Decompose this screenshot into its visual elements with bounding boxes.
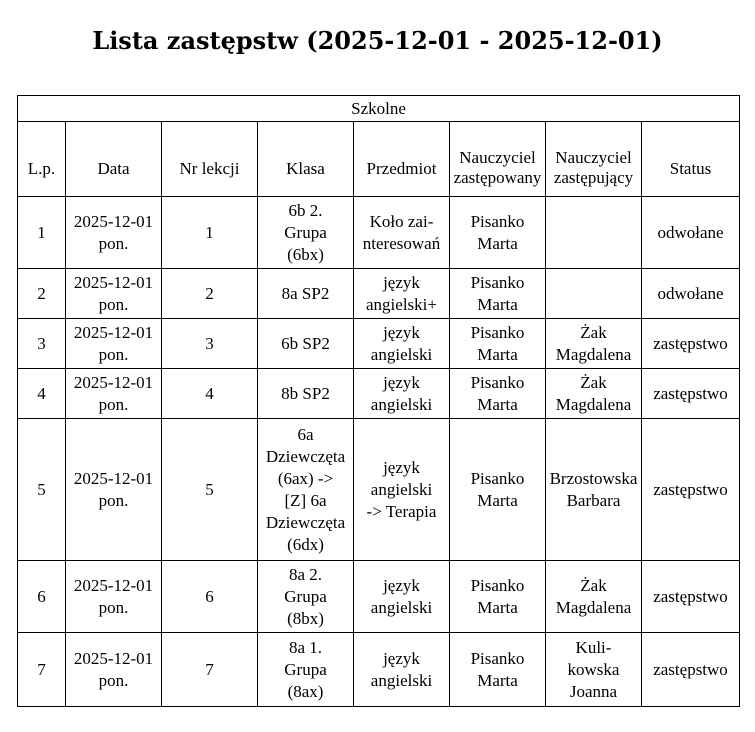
cell-przedmiot: język angielski [354, 633, 450, 707]
table-row [18, 561, 740, 633]
cell-status: odwołane [642, 269, 740, 319]
cell-nr-lekcji: 7 [162, 633, 258, 707]
cell-nauczyciel-zastepowany: Pisanko Marta [450, 197, 546, 269]
header-data: Data [66, 122, 162, 197]
group-header: Szkolne [18, 96, 740, 122]
cell-nr-lekcji: 6 [162, 561, 258, 633]
cell-przedmiot: język angielski [354, 369, 450, 419]
table-row [18, 369, 740, 419]
header-klasa: Klasa [258, 122, 354, 197]
cell-lp: 7 [18, 633, 66, 707]
header-nr-lekcji: Nr lekcji [162, 122, 258, 197]
cell-nr-lekcji: 1 [162, 197, 258, 269]
cell-lp: 6 [18, 561, 66, 633]
cell-lp: 1 [18, 197, 66, 269]
cell-lp: 5 [18, 419, 66, 561]
cell-nauczyciel-zastepujacy: Brzostowska Barbara [546, 419, 642, 561]
cell-klasa: 6b SP2 [258, 319, 354, 369]
header-lp: L.p. [18, 122, 66, 197]
cell-klasa: 8b SP2 [258, 369, 354, 419]
substitutions-table [17, 95, 740, 707]
cell-nauczyciel-zastepowany: Pisanko Marta [450, 269, 546, 319]
header-przedmiot: Przedmiot [354, 122, 450, 197]
cell-przedmiot: język angielski [354, 561, 450, 633]
cell-status: zastępstwo [642, 633, 740, 707]
cell-data: 2025-12-01 pon. [66, 633, 162, 707]
cell-data: 2025-12-01 pon. [66, 419, 162, 561]
cell-przedmiot: język angielski -> Terapia [354, 419, 450, 561]
table-row [18, 197, 740, 269]
cell-nauczyciel-zastepujacy [546, 269, 642, 319]
cell-status: zastępstwo [642, 369, 740, 419]
cell-nr-lekcji: 3 [162, 319, 258, 369]
table-row [18, 419, 740, 561]
header-nauczyciel-zastepowany: Nauczyciel zastępowany [450, 122, 546, 197]
table-row [18, 633, 740, 707]
column-headers [18, 122, 740, 197]
cell-nauczyciel-zastepowany: Pisanko Marta [450, 369, 546, 419]
cell-przedmiot: język angielski+ [354, 269, 450, 319]
cell-nr-lekcji: 4 [162, 369, 258, 419]
cell-nauczyciel-zastepowany: Pisanko Marta [450, 419, 546, 561]
cell-data: 2025-12-01 pon. [66, 369, 162, 419]
table-row [18, 319, 740, 369]
cell-nauczyciel-zastepowany: Pisanko Marta [450, 319, 546, 369]
header-status: Status [642, 122, 740, 197]
cell-nauczyciel-zastepujacy: Żak Magdalena [546, 369, 642, 419]
cell-klasa: 6a Dziewczęta (6ax) -> [Z] 6a Dziewczęta (6dx) [258, 419, 354, 561]
cell-status: zastępstwo [642, 419, 740, 561]
cell-data: 2025-12-01 pon. [66, 269, 162, 319]
cell-klasa: 8a 2. Grupa (8bx) [258, 561, 354, 633]
cell-nr-lekcji: 2 [162, 269, 258, 319]
cell-status: zastępstwo [642, 561, 740, 633]
cell-status: odwołane [642, 197, 740, 269]
cell-przedmiot: Koło zai- nteresowań [354, 197, 450, 269]
cell-klasa: 6b 2. Grupa (6bx) [258, 197, 354, 269]
cell-nauczyciel-zastepujacy: Żak Magdalena [546, 319, 642, 369]
page-title: Lista zastępstw (2025-12-01 - 2025-12-01) [92, 26, 663, 55]
cell-nauczyciel-zastepujacy [546, 197, 642, 269]
cell-status: zastępstwo [642, 319, 740, 369]
cell-lp: 4 [18, 369, 66, 419]
table-row [18, 269, 740, 319]
cell-nr-lekcji: 5 [162, 419, 258, 561]
cell-data: 2025-12-01 pon. [66, 561, 162, 633]
cell-nauczyciel-zastepujacy: Żak Magdalena [546, 561, 642, 633]
cell-data: 2025-12-01 pon. [66, 197, 162, 269]
cell-lp: 3 [18, 319, 66, 369]
header-nauczyciel-zastepujacy: Nauczyciel zastępujący [546, 122, 642, 197]
cell-nauczyciel-zastepowany: Pisanko Marta [450, 561, 546, 633]
cell-przedmiot: język angielski [354, 319, 450, 369]
cell-data: 2025-12-01 pon. [66, 319, 162, 369]
cell-nauczyciel-zastepowany: Pisanko Marta [450, 633, 546, 707]
cell-klasa: 8a SP2 [258, 269, 354, 319]
cell-klasa: 8a 1. Grupa (8ax) [258, 633, 354, 707]
cell-lp: 2 [18, 269, 66, 319]
cell-nauczyciel-zastepujacy: Kuli- kowska Joanna [546, 633, 642, 707]
